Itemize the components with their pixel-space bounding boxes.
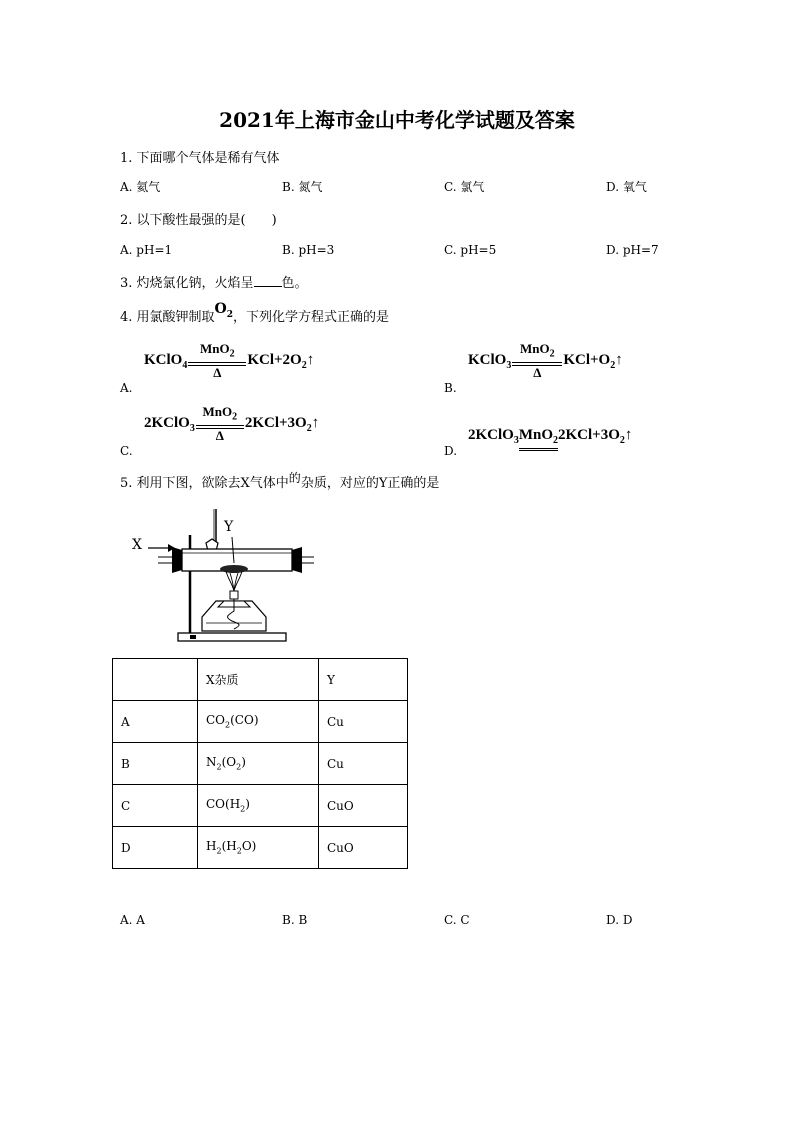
question-3-stem (120, 272, 308, 291)
q2-option-d: D. pH=7 (606, 243, 659, 257)
q5-option-c: C. C (444, 913, 470, 927)
table-cell-option: C (113, 785, 198, 827)
question-5-stem: 5. 利用下图，欲除去X气体中的杂质，对应的Y正确的是 (120, 471, 440, 491)
q4-stem-before: 4. 用氯酸钾制取 (120, 310, 215, 325)
question-1-stem: 1. 下面哪个气体是稀有气体 (120, 151, 280, 166)
page-title: 2021年上海市金山中考化学试题及答案 (219, 108, 575, 132)
question-4-stem (120, 301, 390, 328)
equation-c: 2KClO$_3$ MnO$_2$ Δ $2KCl+3O_2↑$ (144, 404, 320, 443)
table-cell-reagent: Cu (319, 743, 408, 785)
figure-label-y: Y (224, 519, 234, 535)
q2-option-b: B. pH=3 (282, 243, 335, 257)
table-cell-reagent: Cu (319, 701, 408, 743)
q4-label-c: C. (120, 444, 133, 458)
table-header-cell: X杂质 (198, 659, 319, 701)
q3-blank (254, 274, 282, 287)
q4-label-b: B. (444, 381, 457, 395)
table-row (113, 827, 408, 869)
q5-table (112, 658, 408, 869)
q5-option-a: A. A (120, 913, 145, 927)
question-2-stem: 2. 以下酸性最强的是( ) (120, 213, 277, 228)
q1-option-b: B. 氮气 (282, 180, 323, 194)
table-row (113, 701, 408, 743)
q4-label-d: D. (444, 444, 458, 458)
equation-d: $2KClO_3MnO_22KCl+3O_2↑$ (468, 427, 632, 451)
q1-option-d: D. 氧气 (606, 180, 647, 194)
equation-b: KClO$_3$ MnO$_2$ Δ $KCl+O_2↑$ (468, 341, 623, 380)
q1-option-a: A. 氦气 (120, 180, 161, 194)
table-header-row (113, 659, 408, 701)
q2-option-a: A. pH=1 (120, 243, 173, 257)
q3-stem-after: 色。 (281, 276, 308, 291)
q4-label-a: A. (120, 381, 133, 395)
table-cell-impurity: $N_2(O_2)$ (198, 743, 319, 785)
table-header-cell: Y (319, 659, 408, 701)
table-header-cell (113, 659, 198, 701)
q1-option-c: C. 氯气 (444, 180, 485, 194)
table-cell-impurity: $CO_2(CO)$ (198, 701, 319, 743)
q3-stem-before: 3. 灼烧氯化钠，火焰呈 (120, 276, 254, 291)
table-row (113, 785, 408, 827)
equation-a: KClO$_4$ MnO$_2$ Δ $KCl+2O_2↑$ (144, 341, 315, 380)
table-cell-option: D (113, 827, 198, 869)
gas-inlet-arrow-icon (148, 543, 176, 553)
q4-o2-formula: $O_2$ (214, 301, 234, 320)
q5-option-d: D. D (606, 913, 633, 927)
table-cell-reagent: CuO (319, 827, 408, 869)
table-cell-option: A (113, 701, 198, 743)
apparatus-figure (130, 505, 315, 650)
table-cell-impurity: $CO(H_2)$ (198, 785, 319, 827)
q2-option-c: C. pH=5 (444, 243, 497, 257)
figure-label-x: X (132, 537, 142, 553)
table-cell-option: B (113, 743, 198, 785)
q4-stem-after: ，下列化学方程式正确的是 (233, 310, 390, 325)
table-row (113, 743, 408, 785)
table-cell-impurity: $H_2(H_2O)$ (198, 827, 319, 869)
table-cell-reagent: CuO (319, 785, 408, 827)
q5-option-b: B. B (282, 913, 308, 927)
